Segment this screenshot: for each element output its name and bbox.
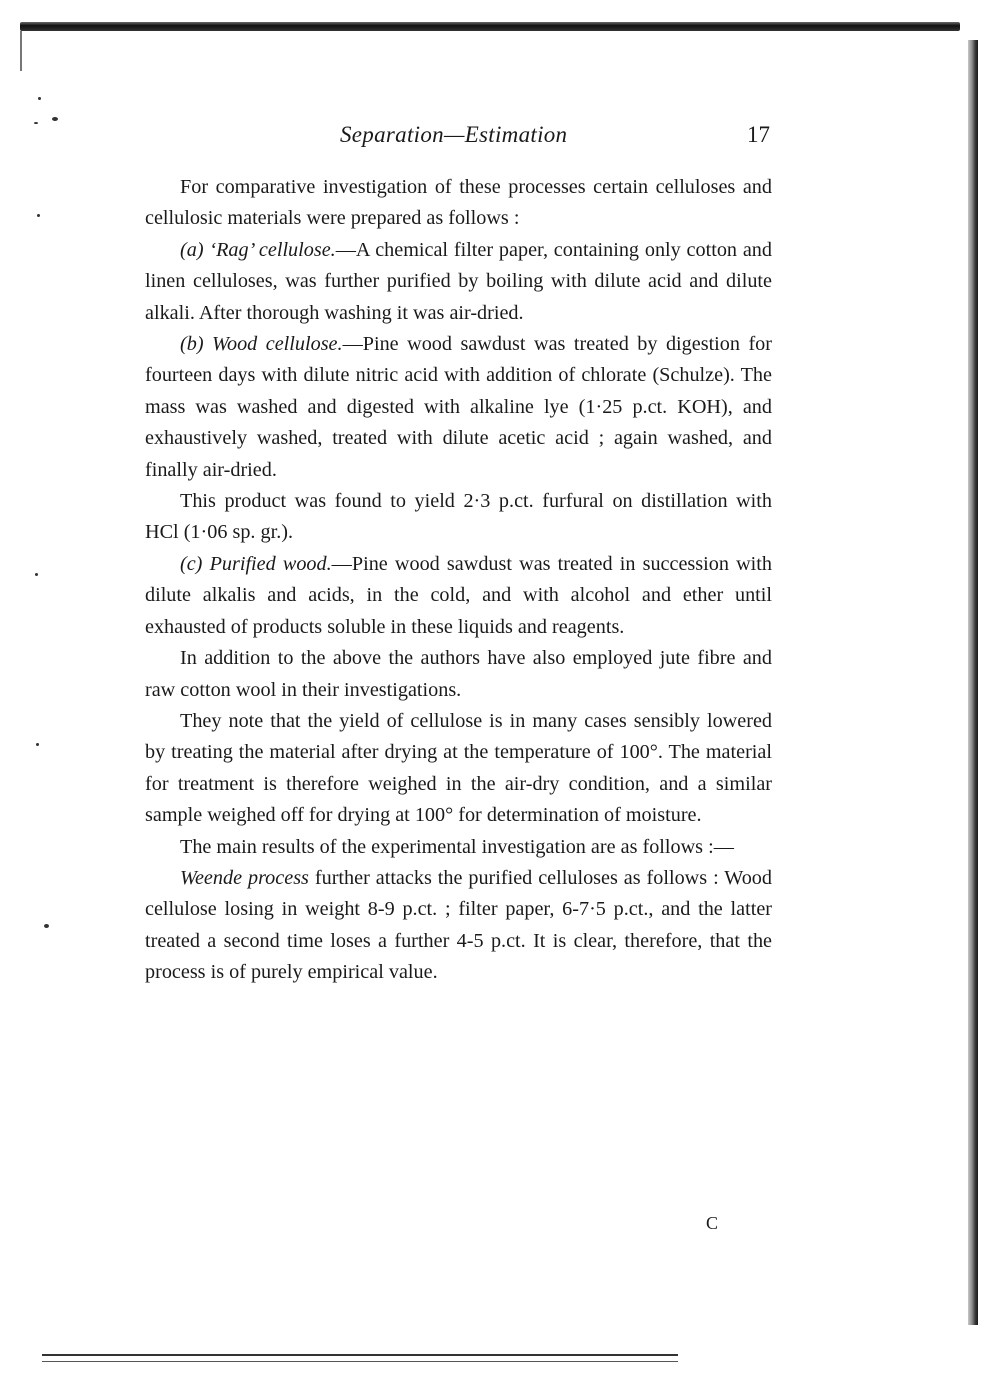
item-title: Purified wood.: [209, 552, 332, 575]
item-title: Wood cellulose.: [212, 333, 343, 356]
scan-speck: [35, 573, 38, 576]
scan-right-edge: [968, 40, 978, 1325]
scan-speck: [36, 743, 39, 746]
scan-bottom-edge: [42, 1354, 678, 1362]
paragraph: For comparative investigation of these processes certain celluloses and cellulosic materials were prepared as follows :: [145, 176, 772, 230]
scan-speck: [44, 924, 49, 928]
paragraph-weende-process: Weende process further attacks the purified celluloses as follows : Wood cellulose losing in weight 8-9 p.ct. ; filter paper, 6-7·5 p.ct., and the latter treated a second time loses a further 4-5 p.ct. It is clear, therefore, that the process is of purely empirical value.: [145, 866, 772, 984]
paragraph-wood-cellulose: (b) Wood cellulose.—Pine wood sawdust was treated by digestion for fourteen days with dilute nitric acid with addition of chlorate (Schulze). The mass was washed and digested with alkaline lye (1·25 p.ct. KOH), and exhaustively washed, treated with dilute acetic acid ; again washed, and finally air-dried.: [145, 333, 772, 481]
item-label: (b): [180, 333, 204, 356]
paragraph: They note that the yield of cellulose is in many cases sensibly lowered by treating the material after drying at the temperature of 100°. The material for treatment is therefore weighed in the air-dry condition, and a similar sample weighed off for drying at 100° for determination of moisture.: [145, 709, 772, 827]
paragraph-purified-wood: (c) Purified wood.—Pine wood sawdust was treated in succession with dilute alkalis and acids, in the cold, and with alcohol and ether until exhausted of products soluble in these liquids and reagents.: [145, 552, 772, 638]
paragraph: The main results of the experimental investigation are as follows :—: [180, 835, 734, 858]
paragraph-rag-cellulose: (a) ‘Rag’ cellulose.—A chemical filter paper, containing only cotton and linen celluloses, was further purified by boiling with dilute acid and dilute alkali. After thorough washing it was air-dried.: [145, 238, 772, 324]
item-title: ‘Rag’ cellulose.: [209, 238, 336, 261]
scan-top-edge: [20, 22, 960, 31]
running-head: [340, 122, 770, 152]
signature-mark: C: [706, 1213, 719, 1233]
item-label: (a): [180, 238, 204, 261]
item-title: Weende process: [180, 866, 309, 889]
scan-speck: [52, 117, 58, 121]
scan-speck: [34, 122, 38, 124]
body-text: [145, 172, 772, 989]
scan-speck: [38, 97, 41, 100]
paragraph: This product was found to yield 2·3 p.ct. furfural on distillation with HCl (1·06 sp. gr.).: [145, 490, 772, 544]
item-label: (c): [180, 552, 203, 575]
page-number: 17: [747, 122, 770, 147]
paragraph: In addition to the above the authors have also employed jute fibre and raw cotton wool in their investigations.: [145, 647, 772, 701]
running-title: Separation—Estimation: [340, 122, 568, 147]
scan-speck: [37, 214, 40, 217]
